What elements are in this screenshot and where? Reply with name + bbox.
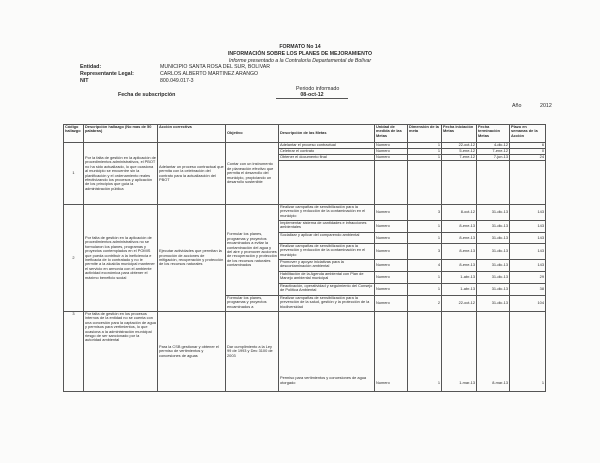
finding-code: 1 [64, 143, 84, 205]
meta-dim: 3 [408, 244, 442, 260]
finding-action: Ejecutar actividades que permitan la promoción de acciones de mitigación, recuperación y protección de los recursos naturales [158, 205, 226, 312]
meta-end: 31-dic-13 [477, 272, 510, 284]
col-terminacion: Fecha terminación Metas [477, 125, 510, 143]
anio-value: 2012 [540, 103, 552, 109]
meta-dim: 1 [408, 155, 442, 161]
meta-dim: 1 [408, 284, 442, 296]
meta-plazo: 104 [510, 296, 546, 312]
meta-end: 31-dic-13 [477, 205, 510, 221]
periodo-value: 08-oct-12 [276, 92, 348, 99]
meta-unit: Numero [375, 272, 408, 284]
meta-plazo: 143 [510, 244, 546, 260]
meta-plazo: 29 [510, 272, 546, 284]
meta-unit: Numero [375, 312, 408, 392]
finding-code: 2 [64, 205, 84, 312]
finding-action: Para la CSB gestionar y obtener el permiso de vertimientos y concesiones de aguas [158, 312, 226, 392]
meta-start: 22-oct-12 [442, 143, 477, 149]
col-inicio: Fecha iniciación Metas [442, 125, 477, 143]
nit-label: NIT [80, 78, 89, 84]
meta-desc: Habilitación de la Agenda ambiental con Plan de Manejo ambiental municipal [279, 272, 375, 284]
meta-start: 8-ene-13 [442, 233, 477, 244]
finding-objective: Formular los planes, programas y proyectos encaminados a evitar la contaminación del agua y del aire y promover acciones de recuperación y protección de los recursos naturales contaminados [226, 205, 279, 296]
meta-plazo: 143 [510, 233, 546, 244]
representante-value: CARLOS ALBERTO MARTINEZ ARANGO [160, 71, 259, 77]
meta-start: 5-ene-12 [442, 149, 477, 155]
anio-label: Año [512, 103, 522, 109]
meta-end: 31-dic-13 [477, 260, 510, 272]
meta-dim: 1 [408, 221, 442, 233]
periodo-label: Periodo informado [296, 86, 340, 92]
meta-dim: 1 [408, 312, 442, 392]
meta-unit: Numero [375, 143, 408, 149]
meta-start: 8-ene-13 [442, 244, 477, 260]
meta-dim: 2 [408, 296, 442, 312]
meta-unit: Numero [375, 296, 408, 312]
meta-end: 8-mar-13 [477, 312, 510, 392]
meta-dim: 1 [408, 233, 442, 244]
meta-desc: Celebrar el contrato [279, 149, 375, 155]
meta-plazo: 24 [510, 155, 546, 161]
meta-unit: Numero [375, 155, 408, 161]
plan-table [63, 124, 546, 392]
meta-desc: Socializar y aplicar del comparendo ambiental [279, 233, 375, 244]
meta-end: 31-dic-13 [477, 244, 510, 260]
col-codigo: Código hallazgo [64, 125, 84, 143]
nit-value: 800.049.017-3 [160, 78, 194, 84]
form-title: FORMATO No 14 [279, 44, 321, 50]
meta-plazo: 143 [510, 205, 546, 221]
document-subtitle: INFORMACIÓN SOBRE LOS PLANES DE MEJORAMIENTO [227, 51, 372, 57]
meta-unit: Numero [375, 221, 408, 233]
meta-desc: Promover y apoyar iniciativas para la descontaminación ambiental [279, 260, 375, 272]
meta-end: 31-dic-13 [477, 296, 510, 312]
meta-unit: Numero [375, 205, 408, 221]
meta-unit: Numero [375, 233, 408, 244]
entidad-label: Entidad: [80, 64, 102, 70]
table-row [64, 205, 546, 221]
meta-start: 8-ene-13 [442, 221, 477, 233]
meta-dim: 1 [408, 143, 442, 149]
meta-end: 4-dic-12 [477, 143, 510, 149]
meta-unit: Numero [375, 260, 408, 272]
meta-plazo: 0 [510, 149, 546, 155]
col-objetivo: Objetivo [226, 125, 279, 143]
meta-end: 7-ene-12 [477, 149, 510, 155]
representante-label: Representante Legal: [80, 71, 134, 77]
meta-start: 8-ene-13 [442, 260, 477, 272]
meta-plazo: 143 [510, 260, 546, 272]
meta-desc: Obtener el documento final [279, 155, 375, 161]
meta-end: 31-dic-13 [477, 233, 510, 244]
meta-desc: Reactivación, operatividad y seguimiento del Consejo de Política Ambiental [279, 284, 375, 296]
meta-start: 1-mar-13 [442, 312, 477, 392]
finding-description: Por falta de gestión en la aplicación de procedimientos administrativos no se formularon los planes, programas y proyectos contemplados en el POMIS que pueda contribuir a la ineficiencia e ineficacia de lo contratado y no le permite a la alcaldía municipal mantener el servicio en armonía con el ambiente actividad económica para obtener el máximo beneficio social [84, 205, 158, 312]
meta-start: 7-ene-12 [442, 155, 477, 161]
table-row [64, 312, 546, 392]
meta-desc: Realizar campañas de sensibilización para la prevención de la salud, gestión y la protección de la biodiversidad [279, 296, 375, 312]
meta-dim: 1 [408, 272, 442, 284]
meta-start: 22-oct-12 [442, 296, 477, 312]
meta-desc: Realizar campañas de sensibilización para la prevención y reducción de la contaminación en el municipio [279, 244, 375, 260]
meta-desc: Realizar campañas de sensibilización para la prevención y reducción de la contaminación en el municipio [279, 205, 375, 221]
finding-objective: Contar con un instrumento de planeación efectivo que permita el desarrollo del municipio, propiciando un desarrollo sostenible [226, 143, 279, 205]
col-descripcion: Descripción hallazgo (No mas de 50 palabras) [84, 125, 158, 143]
meta-unit: Numero [375, 284, 408, 296]
meta-dim: 4 [408, 260, 442, 272]
col-plazo: Plazo en semanas de la Acción [510, 125, 546, 143]
meta-start: 1-abr-13 [442, 284, 477, 296]
meta-unit: Numero [375, 149, 408, 155]
col-unidad: Unidad de medida de las Metas [375, 125, 408, 143]
meta-end: 31-dic-13 [477, 221, 510, 233]
meta-end: 31-dic-13 [477, 284, 510, 296]
meta-desc: Permiso para vertimientos y concesiones de agua otorgado [279, 312, 375, 392]
fecha-subscripcion-label: Fecha de subscripción [118, 92, 176, 98]
document-subtitle-2: Informe presentado a la Contraloría Departamental de Bolívar [228, 58, 372, 64]
meta-plazo: 143 [510, 221, 546, 233]
finding-description: Por la falta de gestión en la aplicación de procedimientos administrativos, el PBOT no ha sido actualizado, lo que ocasiona al municipio se encuentre sin la planificación y el ordenamiento reales efectivizando los procesos y aplicación de los principios que guía la administración pública [84, 143, 158, 205]
entidad-value: MUNICIPIO SANTA ROSA DEL SUR, BOLIVAR [160, 64, 271, 70]
col-dimension: Dimensión de la meta [408, 125, 442, 143]
meta-desc: Adelantar el proceso contractual [279, 143, 375, 149]
meta-start: 1-abr-13 [442, 272, 477, 284]
col-accion: Acción correctiva [158, 125, 226, 143]
meta-unit: Numero [375, 244, 408, 260]
meta-plazo: 38 [510, 284, 546, 296]
meta-desc: Implementar sistema de cantidades e infracciones ambientales [279, 221, 375, 233]
table-header-row [64, 125, 546, 143]
meta-start: 8-oct-12 [442, 205, 477, 221]
meta-plazo: 1 [510, 312, 546, 392]
col-metas: Descripción de las Metas [279, 125, 375, 143]
sub-objective: Formular los planes, programas y proyectos encaminados a [226, 296, 279, 312]
meta-end: 7-jun-13 [477, 155, 510, 161]
finding-description: Por falta de gestión en los procesos internos de la entidad no se cuenta con una concesión para la captación de agua y permisos para vertimientos, lo que ocasiona a la administración municipal riesgo de ser sancionado por la autoridad ambiental [84, 312, 158, 392]
finding-action: Adelantar un proceso contractual que permita con la celebración del contrato para la actualización del PBOT [158, 143, 226, 205]
meta-dim: 1 [408, 149, 442, 155]
finding-objective: Dar cumplimiento a la Ley 99 de 1993 y Dec 3100 de 2003 [226, 312, 279, 392]
meta-plazo: 6 [510, 143, 546, 149]
finding-code: 3 [64, 312, 84, 392]
meta-dim: 3 [408, 205, 442, 221]
